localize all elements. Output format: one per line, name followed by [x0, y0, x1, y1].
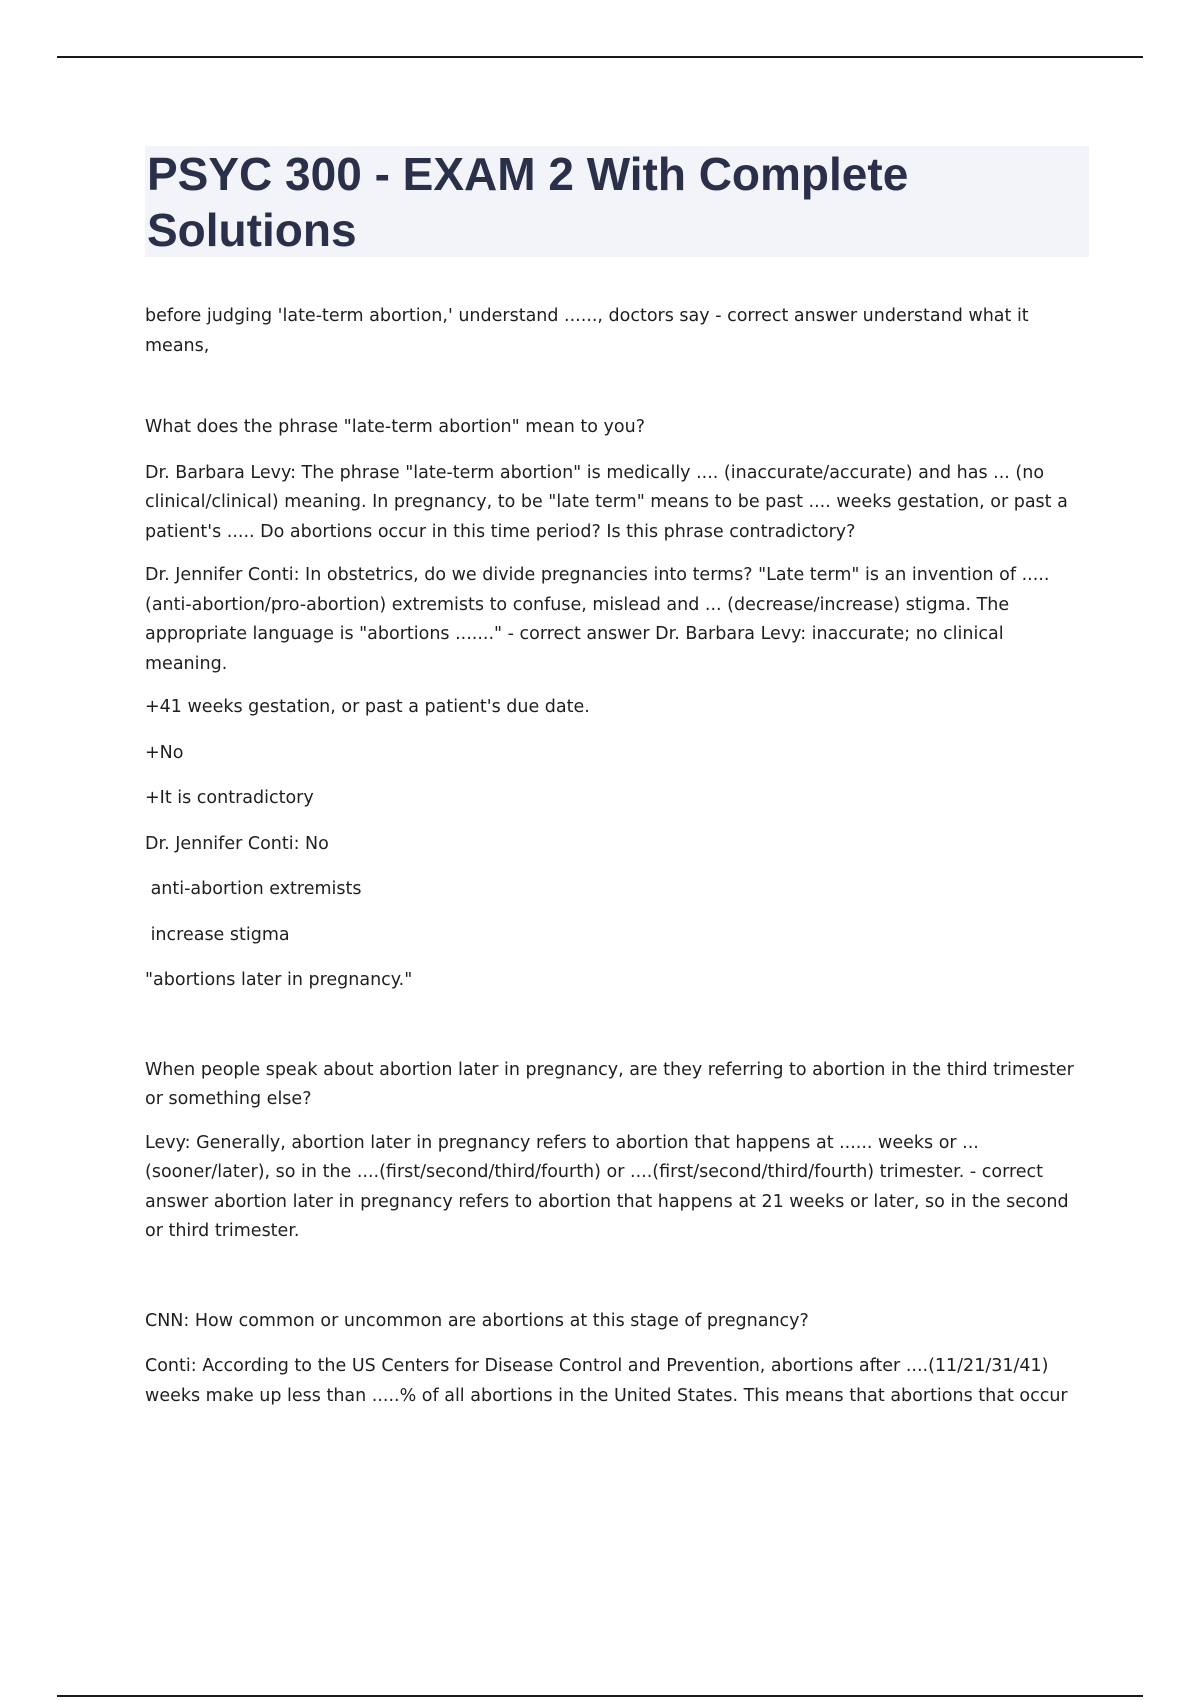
question: CNN: How common or uncommon are abortions at this stage of pregnancy? [145, 1310, 809, 1331]
title-block [145, 146, 1089, 257]
footer-rule [57, 1695, 1143, 1697]
paragraph: Levy: Generally, abortion later in pregnancy refers to abortion that happens at ...... weeks or ...(sooner/later), so in the ....(first/second/third/fourth) or ....(first/second/third/fourth) trimester. - correct answer abortion later in pregnancy refers to abortion that happens at 21 weeks or later, so in the second or third trimester. [145, 1132, 1069, 1241]
header-rule [57, 56, 1143, 58]
answer-line: +41 weeks gestation, or past a patient's due date. [145, 697, 590, 717]
answer-line: anti-abortion extremists [145, 879, 362, 899]
page-title: PSYC 300 - EXAM 2 With Complete Solutions [147, 148, 909, 256]
paragraph: Conti: According to the US Centers for Disease Control and Prevention, abortions after ....(11/21/31/41) weeks make up less than .....% of all abortions in the United States. This means that abortions that occur [145, 1356, 1068, 1406]
paragraph: before judging 'late-term abortion,' understand ......, doctors say - correct answer understand what it means, [145, 306, 1029, 356]
question: What does the phrase "late-term abortion" mean to you? [145, 417, 645, 437]
answer-line: increase stigma [145, 924, 290, 945]
answer-line: Dr. Jennifer Conti: No [145, 833, 329, 854]
answer-line: +No [145, 742, 184, 763]
answer-line: "abortions later in pregnancy." [145, 970, 413, 990]
question: When people speak about abortion later in pregnancy, are they referring to abortion in the third trimester or something else? [145, 1059, 1074, 1109]
paragraph: Dr. Jennifer Conti: In obstetrics, do we divide pregnancies into terms? "Late term" is an invention of ..... (anti-abortion/pro-abortion) extremists to confuse, mislead and ... (decrease/increase) stigma. The appropriate language is "abortions ......." - correct answer Dr. Barbara Levy: inaccurate; no clinical meaning. [145, 565, 1050, 674]
answer-line: +It is contradictory [145, 788, 314, 808]
paragraph: Dr. Barbara Levy: The phrase "late-term abortion" is medically .... (inaccurate/accurate) and has ... (no clinical/clinical) meaning. In pregnancy, to be "late term" means to be past .... weeks gestation, or past a patient's ..... Do abortions occur in this time period? Is this phrase contradictory? [145, 462, 1068, 542]
document-body [145, 302, 1089, 1411]
